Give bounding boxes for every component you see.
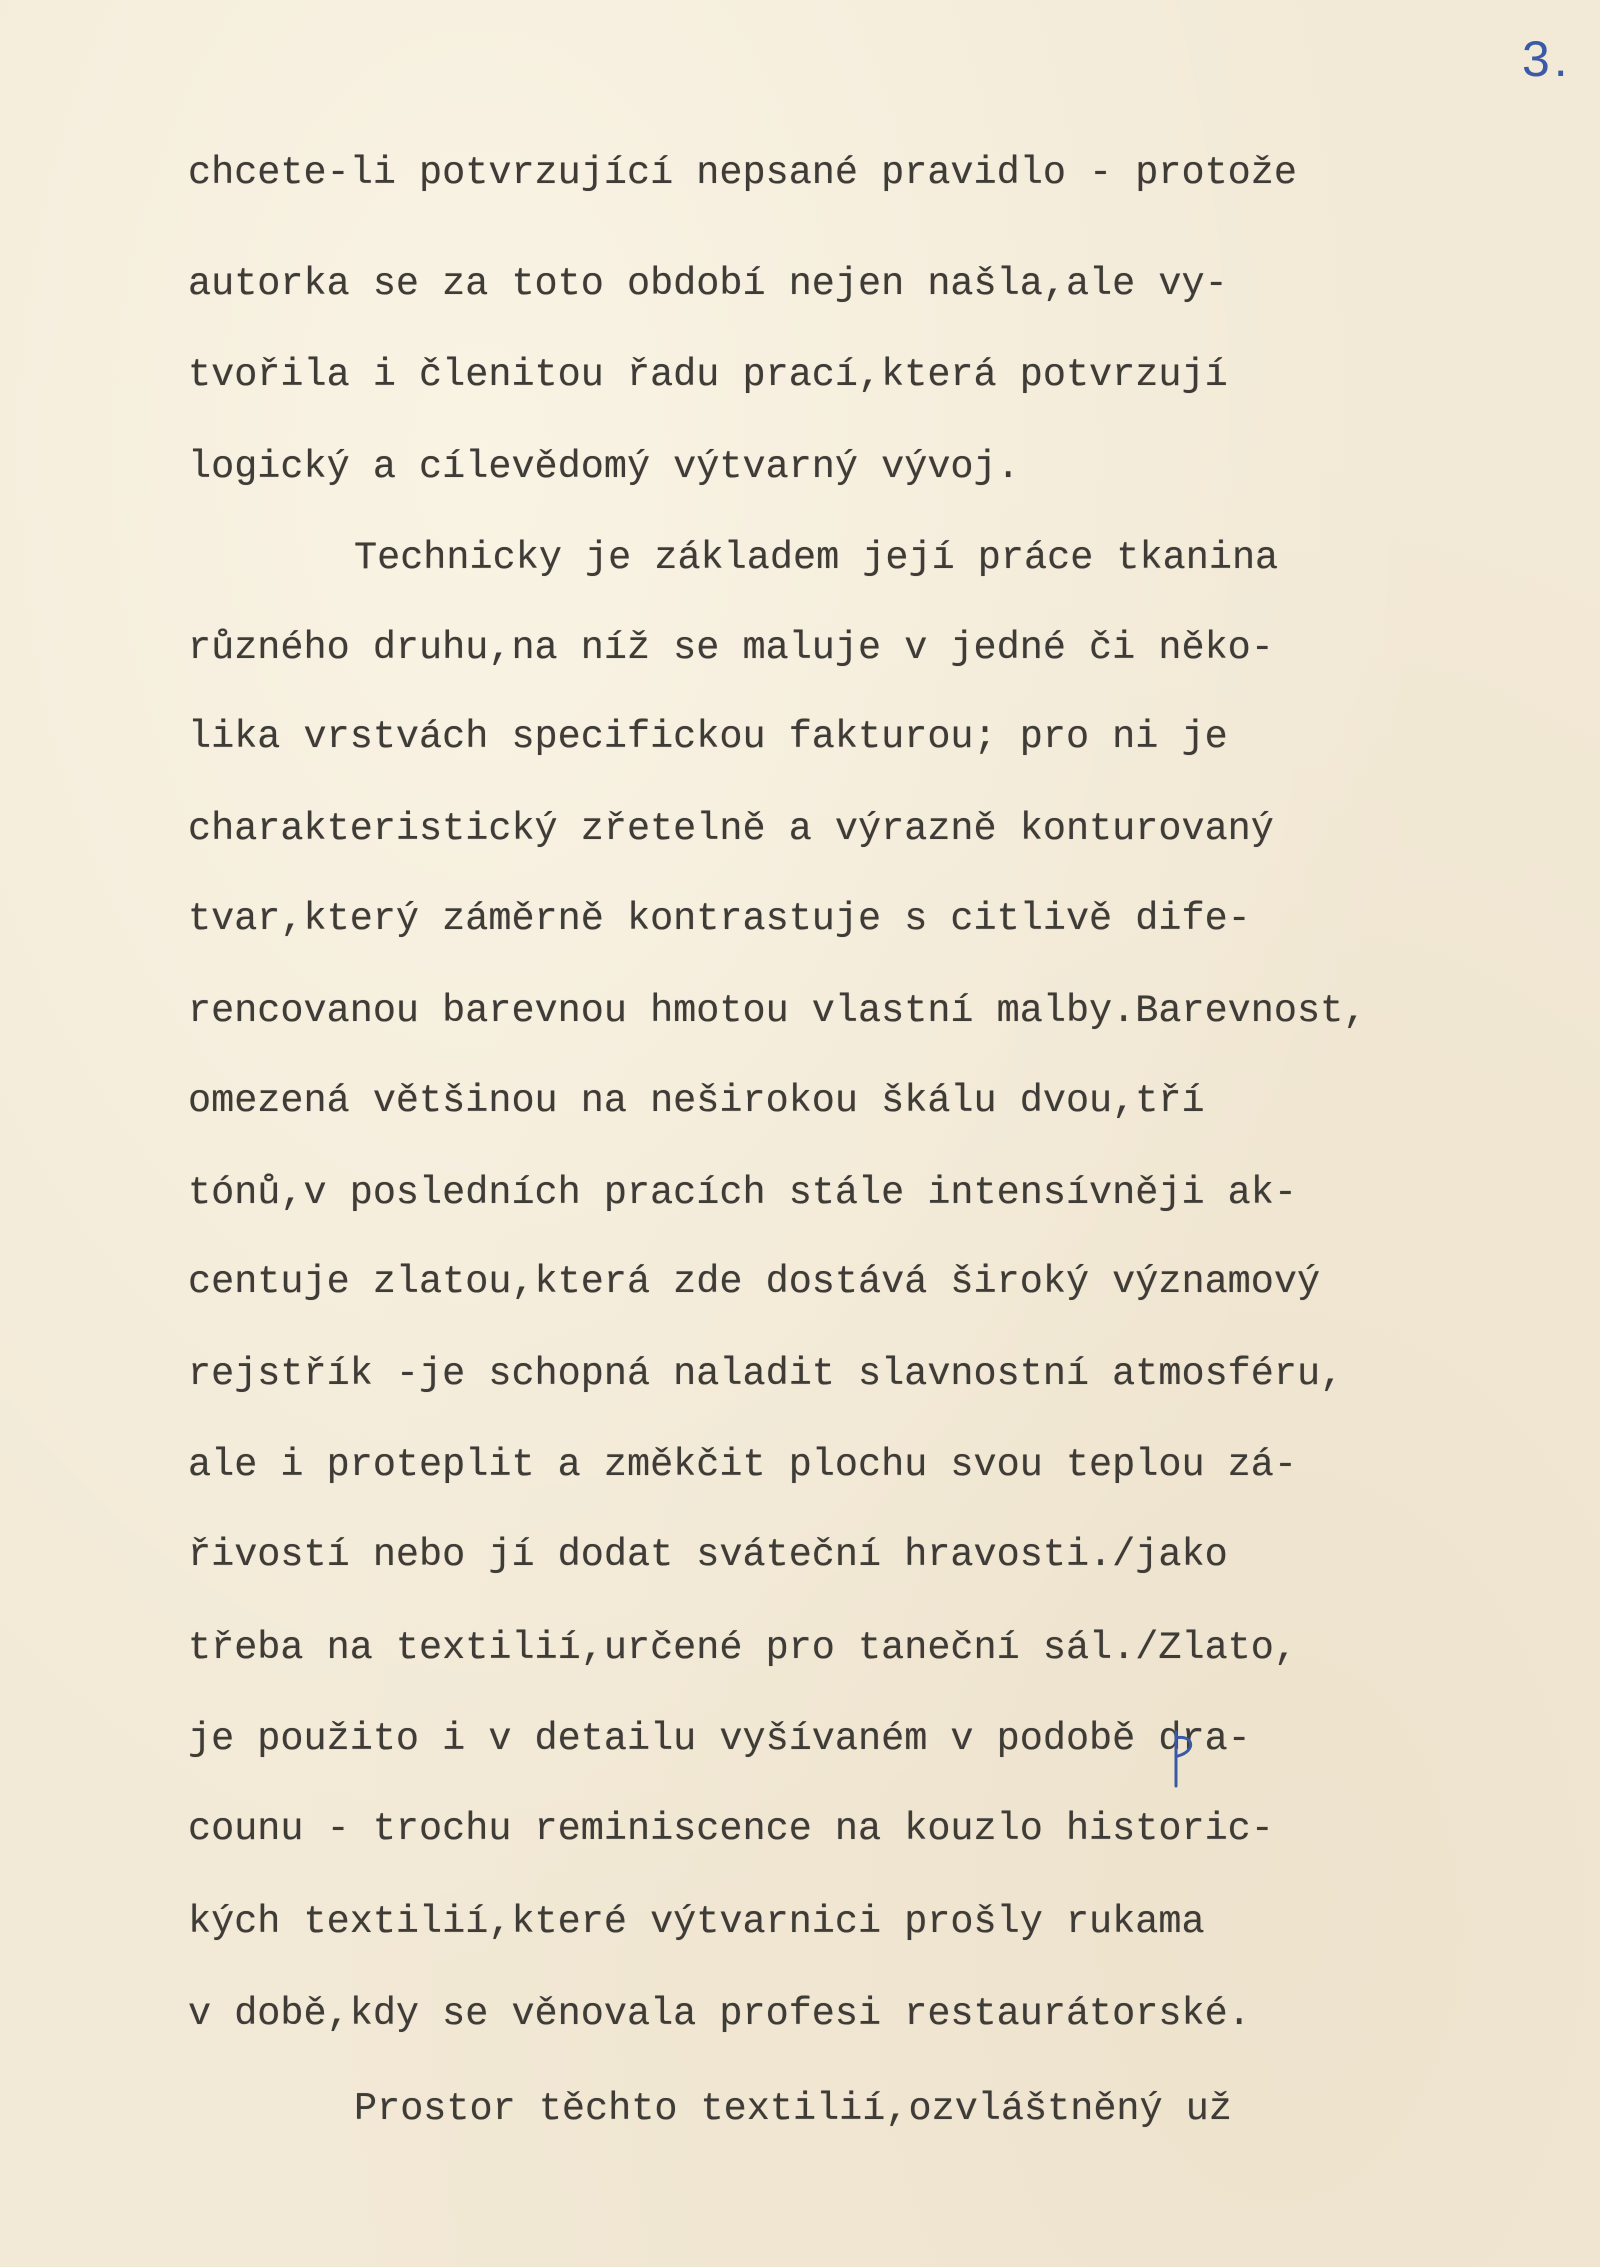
handwritten-correction-mark [1168, 1726, 1202, 1792]
text-line-19: counu - trochu reminiscence na kouzlo historic- [188, 1807, 1274, 1851]
text-line-4: logický a cílevědomý výtvarný vývoj. [188, 445, 1020, 489]
text-line-21: v době,kdy se věnovala profesi restaurátorské. [188, 1992, 1251, 2036]
text-line-18: je použito i v detailu vyšívaném v podobě dra- [188, 1717, 1251, 1761]
text-line-16: řivostí nebo jí dodat sváteční hravosti./jako [188, 1533, 1228, 1577]
text-line-2: autorka se za toto období nejen našla,ale vy- [188, 262, 1228, 306]
text-line-13: centuje zlatou,která zde dostává široký významový [188, 1260, 1321, 1304]
text-line-6: různého druhu,na níž se maluje v jedné či něko- [188, 626, 1274, 670]
page-number: 3. [1522, 31, 1572, 87]
text-line-14: rejstřík -je schopná naladit slavnostní atmosféru, [188, 1352, 1344, 1396]
text-line-20: kých textilií,které výtvarnici prošly rukama [188, 1900, 1205, 1944]
text-line-22: Prostor těchto textilií,ozvláštněný už [354, 2087, 1232, 2131]
text-line-12: tónů,v posledních pracích stále intensívněji ak- [188, 1171, 1297, 1215]
text-line-7: lika vrstvách specifickou fakturou; pro ni je [188, 715, 1228, 759]
text-line-10: rencovanou barevnou hmotou vlastní malby.Barevnost, [188, 989, 1367, 1033]
text-line-17: třeba na textilií,určené pro taneční sál./Zlato, [188, 1626, 1297, 1670]
text-line-15: ale i proteplit a změkčit plochu svou teplou zá- [188, 1443, 1297, 1487]
text-line-5: Technicky je základem její práce tkanina [354, 536, 1279, 580]
text-line-1: chcete-li potvrzující nepsané pravidlo - protože [188, 151, 1297, 195]
text-line-3: tvořila i členitou řadu prací,která potvrzují [188, 353, 1228, 397]
text-line-8: charakteristický zřetelně a výrazně konturovaný [188, 807, 1274, 851]
text-line-9: tvar,který záměrně kontrastuje s citlivě dife- [188, 897, 1251, 941]
text-line-11: omezená většinou na neširokou škálu dvou,tří [188, 1079, 1205, 1123]
